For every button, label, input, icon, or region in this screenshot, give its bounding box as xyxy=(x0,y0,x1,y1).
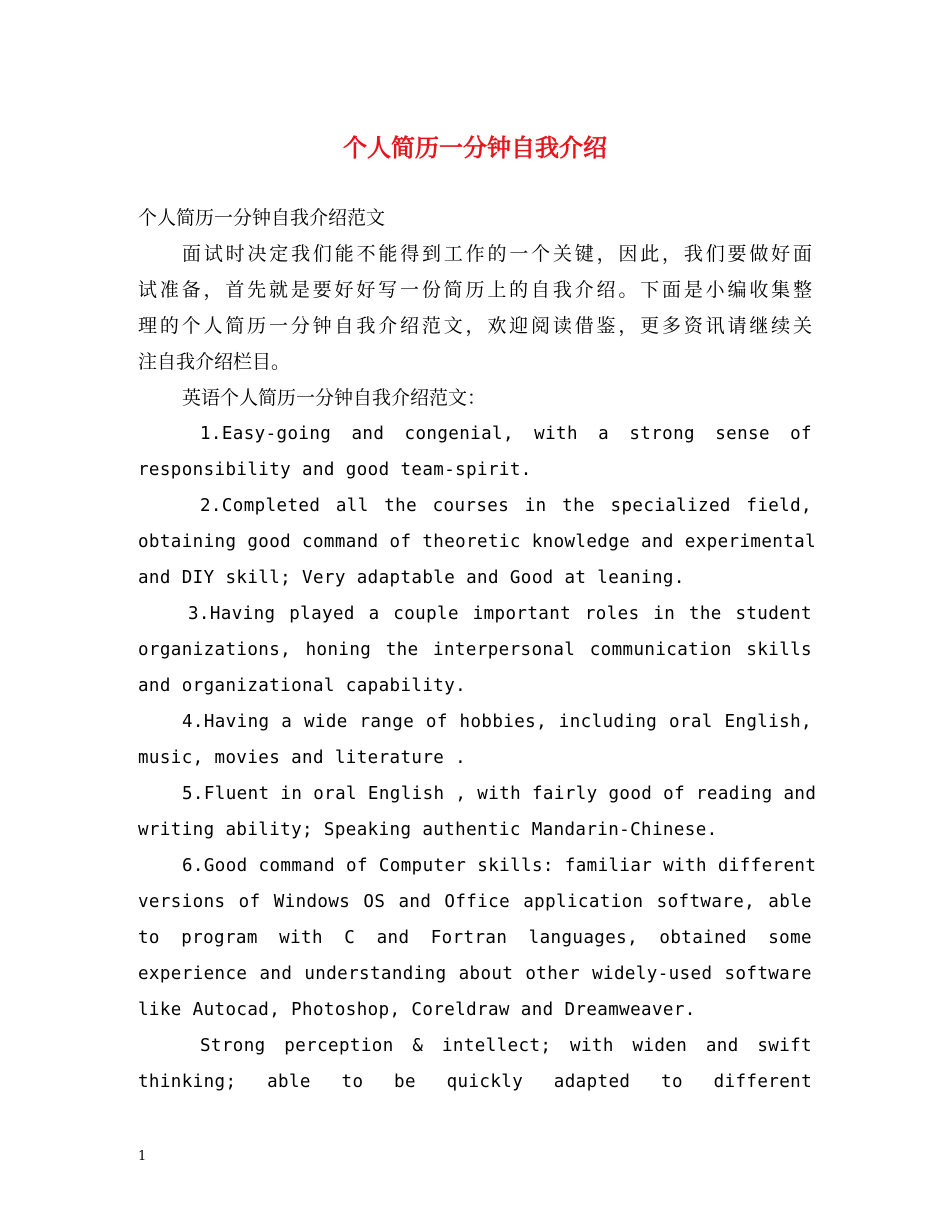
item-line: 2.Completed all the courses in the specialized field, xyxy=(200,496,812,516)
item-line: to program with C and Fortran languages, obtained some xyxy=(138,928,812,948)
intro-line: 注自我介绍栏目。 xyxy=(138,351,291,373)
item-line: responsibility and good team-spirit. xyxy=(138,460,532,480)
item-line: thinking; able to be quickly adapted to different xyxy=(138,1072,812,1092)
item-line: versions of Windows OS and Office application software, able xyxy=(138,892,812,912)
intro-line: 试准备，首先就是要好好写一份简历上的自我介绍。下面是小编收集整 xyxy=(138,279,812,301)
intro-line: 理的个人简历一分钟自我介绍范文，欢迎阅读借鉴，更多资讯请继续关 xyxy=(138,315,812,337)
item-line: Strong perception & intellect; with widen and swift xyxy=(200,1036,812,1056)
item-line: like Autocad, Photoshop, Coreldraw and Dreamweaver. xyxy=(138,1000,696,1020)
subtitle: 个人简历一分钟自我介绍范文 xyxy=(138,207,386,229)
item-line: 1.Easy-going and congenial, with a strong sense of xyxy=(200,424,812,444)
item-line: writing ability; Speaking authentic Mandarin-Chinese. xyxy=(138,820,718,840)
document-body xyxy=(138,200,817,1100)
intro-line: 面试时决定我们能不能得到工作的一个关键，因此，我们要做好面 xyxy=(182,243,812,265)
page-number: 1 xyxy=(138,1149,147,1164)
item-line: and DIY skill; Very adaptable and Good at leaning. xyxy=(138,568,685,588)
document-title: 个人简历一分钟自我介绍 xyxy=(343,133,607,162)
item-line: 5.Fluent in oral English , with fairly good of reading and xyxy=(182,784,817,804)
item-line: and organizational capability. xyxy=(138,676,467,696)
item-line: obtaining good command of theoretic knowledge and experimental xyxy=(138,532,817,552)
item-line: organizations, honing the interpersonal communication skills xyxy=(138,640,812,660)
section-heading: 英语个人简历一分钟自我介绍范文： xyxy=(182,387,487,409)
item-line: music, movies and literature . xyxy=(138,748,467,768)
item-line: 3.Having played a couple important roles in the student xyxy=(188,604,812,624)
item-line: 4.Having a wide range of hobbies, including oral English, xyxy=(182,712,812,732)
item-line: 6.Good command of Computer skills: familiar with different xyxy=(182,856,817,876)
item-line: experience and understanding about other widely-used software xyxy=(138,964,812,984)
